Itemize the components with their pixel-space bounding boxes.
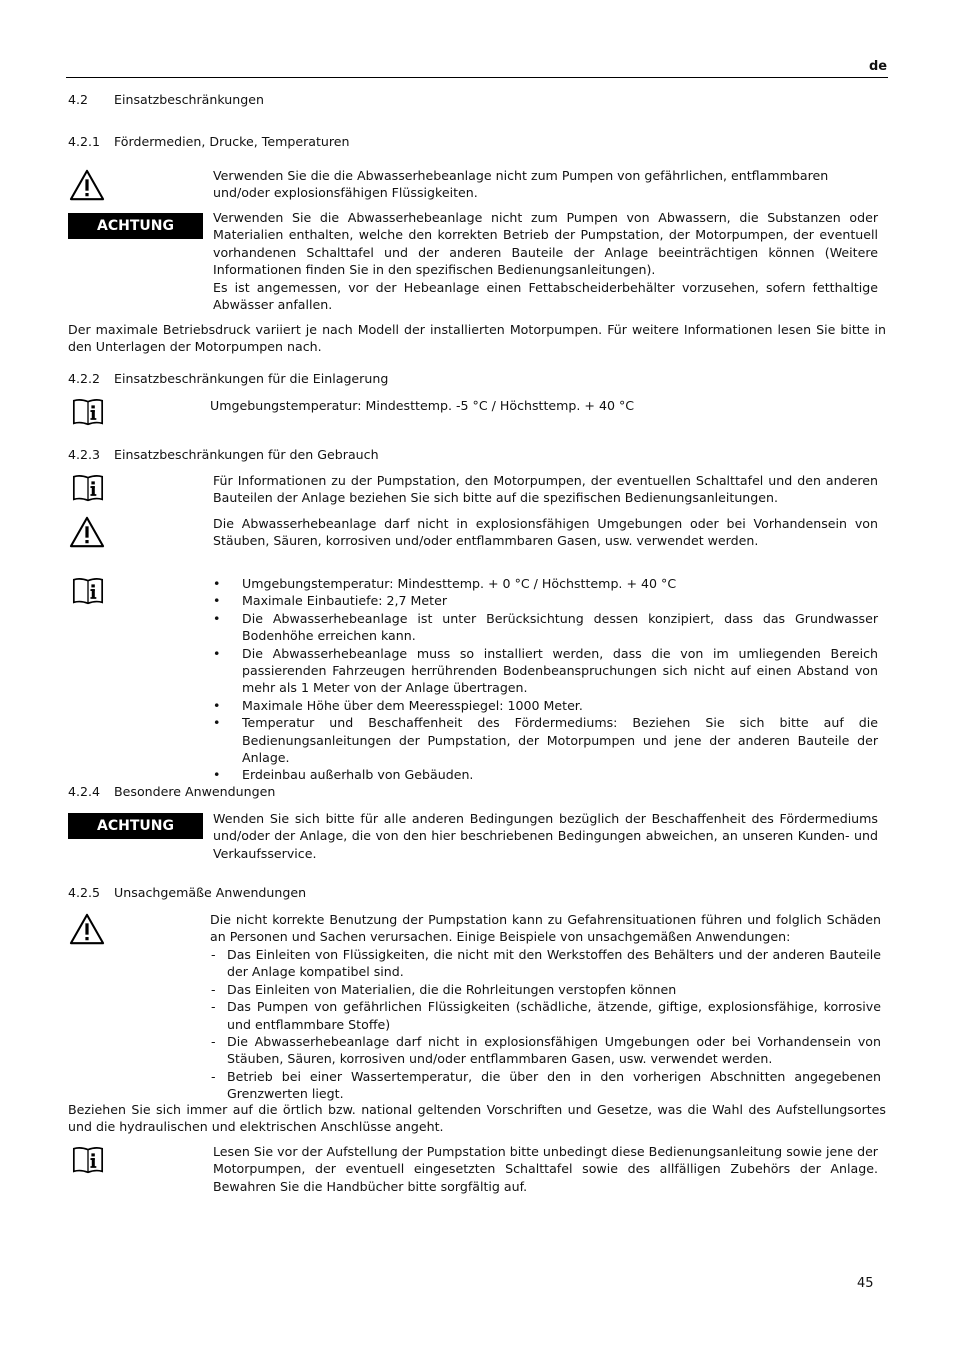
manual-info-icon	[71, 473, 105, 503]
section-title: Fördermedien, Drucke, Temperaturen	[114, 134, 350, 149]
intro-text: Die nicht korrekte Benutzung der Pumpstation kann zu Gefahrensituationen führen und folglich Schäden an Personen und Sachen verursachen. Einige Beispiele von unsachgemäßen Anwendungen:	[210, 912, 881, 945]
section-title: Einsatzbeschränkungen für den Gebrauch	[114, 447, 379, 462]
page-number: 45	[857, 1276, 874, 1291]
section-number: 4.2.3	[68, 447, 101, 462]
section-title: Unsachgemäße Anwendungen	[114, 885, 307, 900]
section-heading-4-2-5	[68, 884, 306, 901]
list-item: - Betrieb bei einer Wassertemperatur, die über den in den vorherigen Abschnitten angegebenen Grenzwerten liegt.	[210, 1068, 881, 1103]
section-title: Besondere Anwendungen	[114, 784, 276, 799]
list-item: - Die Abwasserhebeanlage darf nicht in explosionsfähigen Umgebungen oder bei Vorhandensein von Stäuben, Säuren, korrosiven und/oder entflammbaren Gasen, usw. verwendet werden.	[210, 1033, 881, 1068]
info-text: Umgebungstemperatur: Mindesttemp. -5 °C / Höchsttemp. + 40 °C	[210, 398, 635, 413]
achtung-text: Wenden Sie sich bitte für alle anderen Bedingungen bezüglich der Beschaffenheit des Fördermediums und/oder der Anlage, die von den hier beschriebenen Bedingungen abweichen, an unseren Kunden- und Verkaufsservice.	[213, 811, 878, 861]
warning-text: Verwenden Sie die die Abwasserhebeanlage nicht zum Pumpen von gefährlichen, entflammbaren und/oder explosionsfähigen Flüssigkeiten.	[213, 168, 829, 201]
section-heading-4-2-3	[68, 446, 379, 463]
warning-triangle-icon	[68, 168, 106, 202]
list-item: - Das Einleiten von Materialien, die die Rohrleitungen verstopfen können	[210, 981, 881, 998]
warning-text: Die Abwasserhebeanlage darf nicht in explosionsfähigen Umgebungen oder bei Vorhandensein von Stäuben, Säuren, korrosiven und/oder entflammbaren Gasen, usw. verwendet werden.	[213, 516, 878, 549]
list-item: • Umgebungstemperatur: Mindesttemp. + 0 °C / Höchsttemp. + 40 °C	[213, 575, 878, 592]
manual-info-icon	[71, 397, 105, 427]
achtung-paragraph: Es ist angemessen, vor der Hebeanlage einen Fettabscheiderbehälter vorzusehen, sofern fetthaltige Abwässer anfallen.	[213, 279, 878, 313]
section-title: Einsatzbeschränkungen für die Einlagerung	[114, 371, 389, 386]
achtung-text	[213, 209, 878, 313]
list-item: - Das Pumpen von gefährlichen Flüssigkeiten (schädliche, ätzende, giftige, explosionsfähige, korrosive und entflammbare Stoffe)	[210, 998, 881, 1033]
body-paragraph: Beziehen Sie sich immer auf die örtlich bzw. national geltenden Vorschriften und Gesetze, was die Wahl des Aufstellungsortes und die hydraulischen und elektrischen Anschlüsse angeht.	[68, 1102, 886, 1135]
list-item: - Das Einleiten von Flüssigkeiten, die nicht mit den Werkstoffen des Behälters und der anderen Bauteile der Anlage kompatibel sind.	[210, 946, 881, 981]
list-item: • Die Abwasserhebeanlage ist unter Berücksichtung dessen konzipiert, dass das Grundwasser Bodenhöhe erreichen kann.	[213, 610, 878, 645]
misuse-list	[210, 946, 881, 1103]
section-heading-4-2-2	[68, 370, 388, 387]
achtung-paragraph: Verwenden Sie die Abwasserhebeanlage nicht zum Pumpen von Abwassern, die Substanzen oder Materialien enthalten, welche den korrekten Betrieb der Pumpstation, der Motorpumpen, der eventuell vorhandenen Schalttafel und der anderen Bauteile der Anlage beeinträchtigen können (Weitere Informationen finden Sie in den spezifischen Bedienungsanleitungen).	[213, 210, 878, 278]
info-text: Lesen Sie vor der Aufstellung der Pumpstation bitte unbedingt diese Bedienungsanleitung sowie jene der Motorpumpen, der eventuell eingesetzten Schalttafel sowie des allfälligen Zubehörs der Anlage. Bewahren Sie die Handbücher bitte sorgfältig auf.	[213, 1144, 878, 1194]
list-item: • Temperatur und Beschaffenheit des Fördermediums: Beziehen Sie sich bitte auf die Bedienungsanleitungen der Pumpstation, der Motorpumpen und jene der anderen Bauteile der Anlage.	[213, 714, 878, 766]
language-tag: de	[869, 59, 888, 74]
warning-triangle-icon	[68, 515, 106, 549]
header-rule	[66, 77, 888, 78]
list-item: • Die Abwasserhebeanlage muss so installiert werden, dass die von im umliegenden Bereich passierenden Fahrzeugen herrührenden Bodenbeanspruchungen sich nicht auf einen Abstand von mehr als 1 Meter von der Anlage übertragen.	[213, 645, 878, 697]
manual-info-icon	[71, 1145, 105, 1175]
section-title: Einsatzbeschränkungen	[114, 92, 264, 107]
info-text: Für Informationen zu der Pumpstation, den Motorpumpen, der eventuellen Schalttafel und den anderen Bauteilen der Anlage beziehen Sie sich bitte auf die spezifischen Bedienungsanleitungen.	[213, 473, 878, 506]
list-item: • Erdeinbau außerhalb von Gebäuden.	[213, 766, 878, 783]
section-number: 4.2.2	[68, 371, 101, 386]
achtung-badge: ACHTUNG	[68, 813, 203, 839]
body-paragraph: Der maximale Betriebsdruck variiert je nach Modell der installierten Motorpumpen. Für weitere Informationen lesen Sie bitte in den Unterlagen der Motorpumpen nach.	[68, 322, 886, 355]
section-heading-4-2	[68, 91, 264, 108]
list-item: • Maximale Einbautiefe: 2,7 Meter	[213, 592, 878, 609]
section-heading-4-2-1	[68, 133, 350, 150]
section-number: 4.2.1	[68, 134, 101, 149]
achtung-badge: ACHTUNG	[68, 213, 203, 239]
manual-info-icon	[71, 576, 105, 606]
section-heading-4-2-4	[68, 783, 275, 800]
section-number: 4.2	[68, 92, 89, 107]
section-number: 4.2.5	[68, 885, 101, 900]
section-number: 4.2.4	[68, 784, 101, 799]
usage-limits-list	[213, 575, 878, 784]
list-item: • Maximale Höhe über dem Meeresspiegel: 1000 Meter.	[213, 697, 878, 714]
warning-triangle-icon	[68, 912, 106, 946]
